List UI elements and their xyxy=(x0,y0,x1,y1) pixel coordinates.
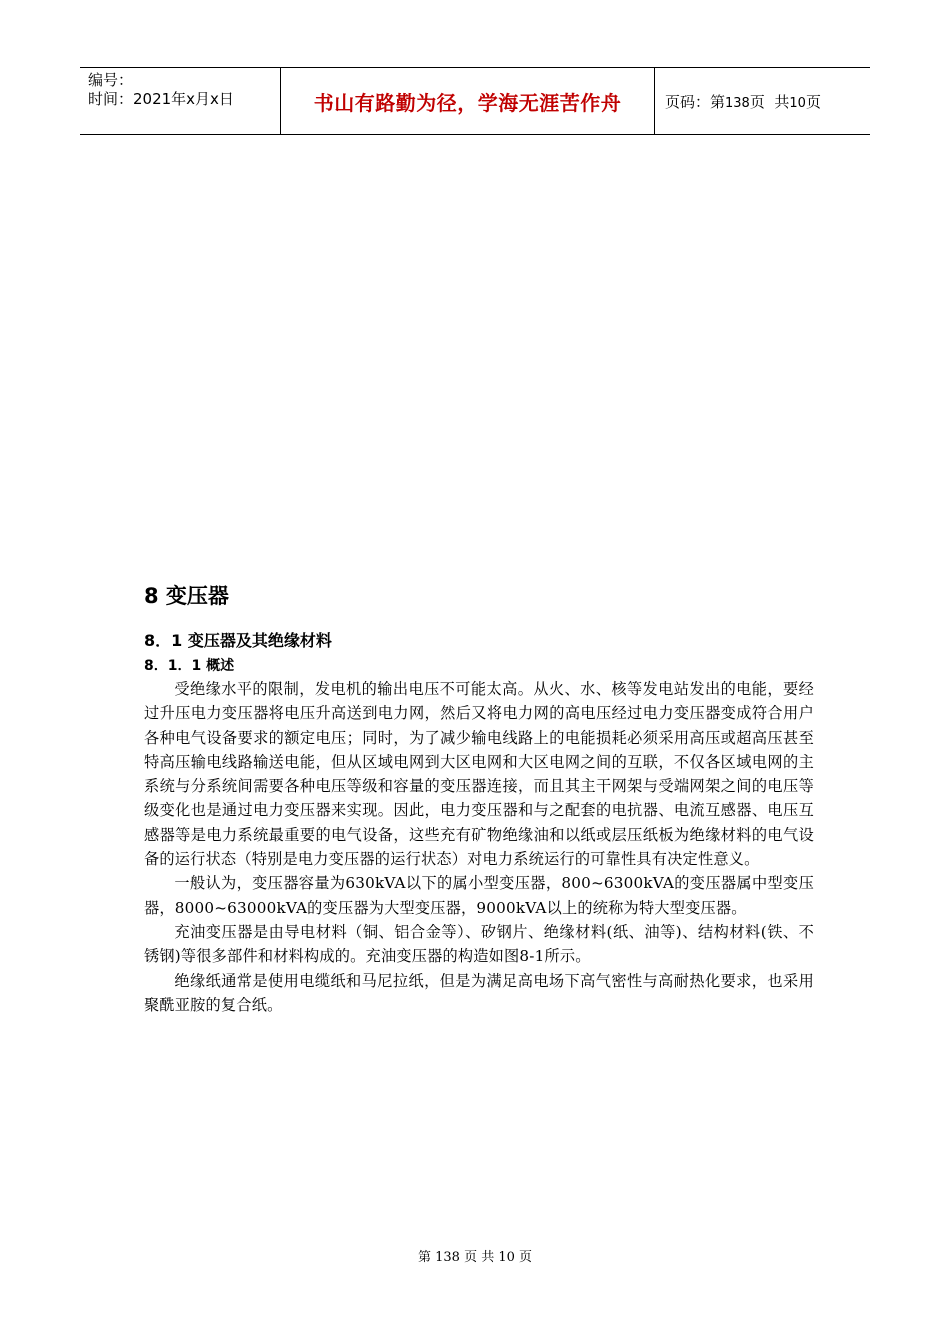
footer-prefix: 第 xyxy=(417,1250,436,1265)
page-header xyxy=(80,67,870,135)
paragraph: 一般认为，变压器容量为630kVA以下的属小型变压器，800~6300kVA的变压器属中型变压器，8000~63000kVA的变压器为大型变压器，9000kVA以上的统称为特大型变压器。 xyxy=(144,874,814,917)
time-label: 时间：2021年x月x日 xyxy=(88,90,234,108)
page-mid: 页 共 xyxy=(749,92,790,111)
header-page-info xyxy=(665,91,870,112)
motto: 书山有路勤为径，学海无涯苦作舟 xyxy=(313,90,622,115)
section-title: 8．1 变压器及其绝缘材料 xyxy=(144,631,332,650)
page-number: 138 xyxy=(725,95,750,111)
paragraph: 绝缘纸通常是使用电缆纸和马尼拉纸，但是为满足高电场下高气密性与高耐热化要求，也采用聚酰亚胺的复合纸。 xyxy=(144,971,814,1014)
footer-suffix: 页 xyxy=(514,1250,533,1265)
paragraph: 充油变压器是由导电材料（铜、铝合金等）、矽钢片、绝缘材料(纸、油等)、结构材料(铁、不锈钢)等很多部件和材料构成的。充油变压器的构造如图8-1所示。 xyxy=(144,922,814,966)
footer-page-total: 10 xyxy=(498,1250,515,1265)
chapter-title: 8 变压器 xyxy=(144,584,229,608)
footer-mid: 页 共 xyxy=(459,1250,499,1265)
page-footer xyxy=(0,1246,950,1265)
page-suffix: 页 xyxy=(805,92,821,111)
header-motto-cell xyxy=(281,68,655,134)
header-info-cell xyxy=(80,68,281,134)
page-prefix: 页码：第 xyxy=(665,92,726,111)
paragraph: 受绝缘水平的限制，发电机的输出电压不可能太高。从火、水、核等发电站发出的电能，要经过升压电力变压器将电压升高送到电力网，然后又将电力网的高电压经过电力变压器变成符合用户各种电气设备要求的额定电压；同时，为了减少输电线路上的电能损耗必须采用高压或超高压甚至特高压输电线路输送电能，但从区域电网到大区电网和大区电网之间的互联，不仅各区域电网的主系统与分系统间需要各种电压等级和容量的变压器连接，而且其主干网架与受端网架之间的电压等级变化也是通过电力变压器来实现。因此，电力变压器和与之配套的电抗器、电流互感器、电压互感器等是电力系统最重要的电气设备，这些充有矿物绝缘油和以纸或层压纸板为绝缘材料的电气设备的运行状态（特别是电力变压器的运行状态）对电力系统运行的可靠性具有决定性意义。 xyxy=(144,680,814,869)
footer-page-number: 138 xyxy=(435,1250,460,1265)
page-total: 10 xyxy=(789,95,806,111)
document-body xyxy=(144,580,814,1017)
code-label: 编号： xyxy=(88,71,134,89)
header-page-cell xyxy=(655,68,870,134)
subsection-title: 8．1．1 概述 xyxy=(144,658,235,674)
